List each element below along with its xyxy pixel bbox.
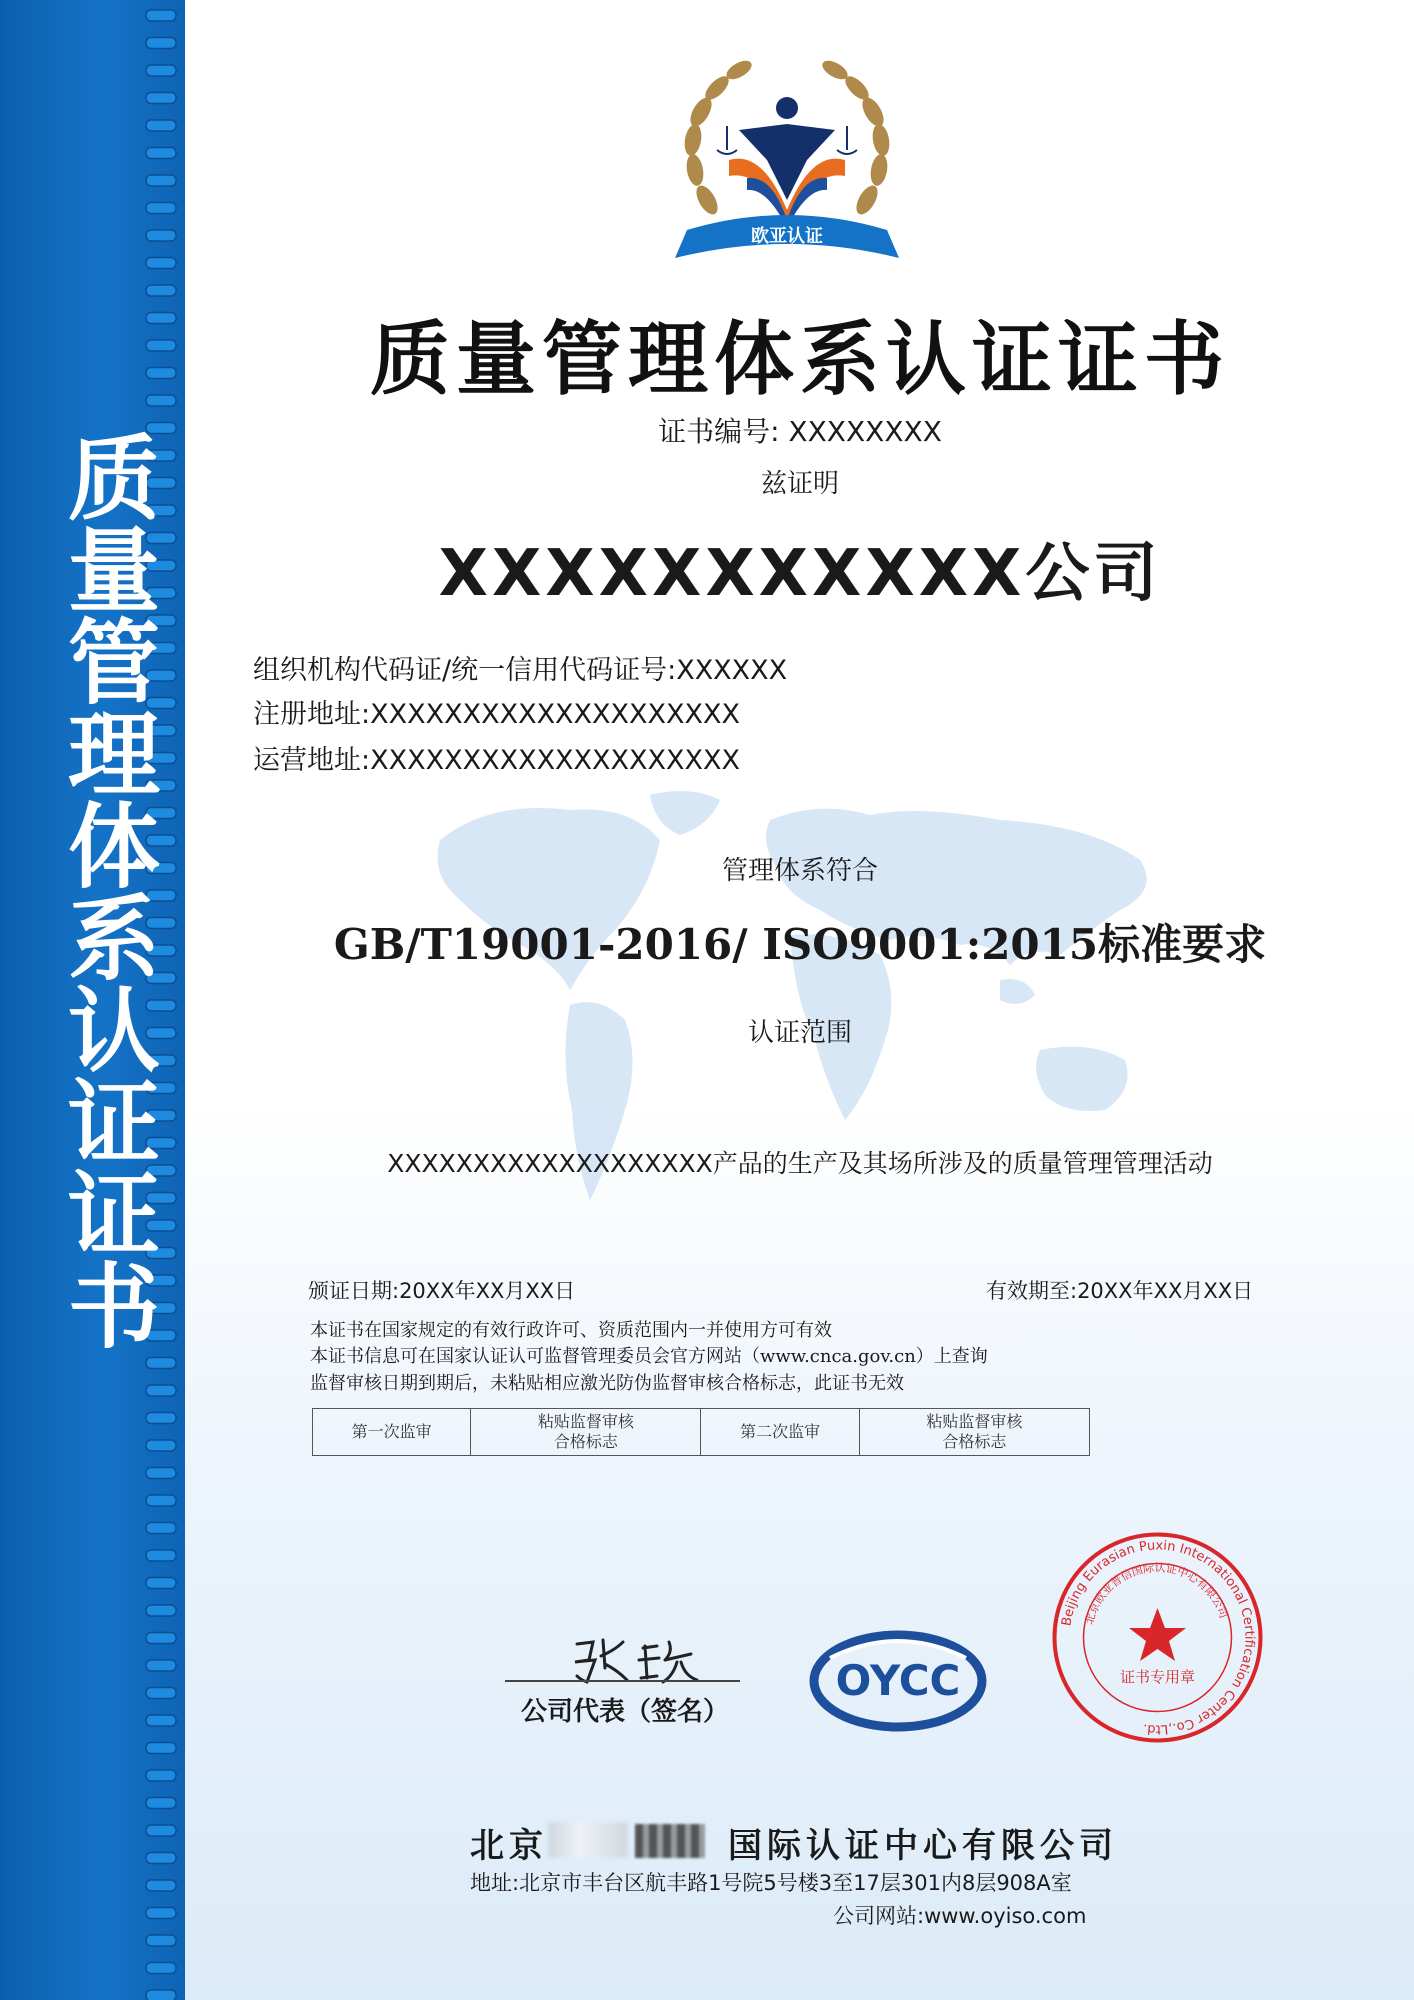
valid-until: 有效期至:20XX年XX月XX日 [986, 1279, 1254, 1303]
note-line: 本证书在国家规定的有效行政许可、资质范围内一并使用方可有效 [310, 1320, 832, 1341]
hereby-certify: 兹证明 [760, 469, 839, 499]
eurasia-certification-emblem [667, 50, 907, 285]
binding-ring [146, 1440, 176, 1451]
binding-ring [146, 230, 176, 241]
certificate-title: 质量管理体系认证证书 [370, 313, 1230, 406]
binding-ring [146, 1413, 176, 1424]
binding-ring [146, 340, 176, 351]
binding-ring [146, 10, 176, 21]
surveillance-audit-table [312, 1408, 1090, 1456]
binding-ring [146, 1578, 176, 1589]
sticker-line: 粘贴监督审核 [537, 1412, 634, 1431]
binding-ring [146, 1715, 176, 1726]
binding-ring [146, 1908, 176, 1919]
binding-ring [146, 93, 176, 104]
issuer-website: 公司网站:www.oyiso.com [833, 1904, 1087, 1928]
binding-ring [146, 148, 176, 159]
seal-inner-text: 北京欧亚普信国际认证中心有限公司 [1082, 1561, 1231, 1626]
signature-line [505, 1680, 740, 1682]
credit-code: 组织机构代码证/统一信用代码证号:XXXXXX [253, 655, 788, 686]
binding-ring [146, 1825, 176, 1836]
note-line: 本证书信息可在国家认证认可监督管理委员会官方网站（www.cnca.gov.cn）上查询 [310, 1346, 988, 1367]
binding-ring [146, 38, 176, 49]
signature-label: 公司代表（签名） [520, 1697, 729, 1727]
binding-ring [146, 1358, 176, 1369]
binding-ring [146, 1633, 176, 1644]
oycc-logo [808, 1628, 988, 1734]
redacted-block [635, 1824, 705, 1858]
official-seal [1050, 1530, 1265, 1745]
certificate-number: 证书编号: XXXXXXXX [658, 415, 942, 448]
certification-scope: XXXXXXXXXXXXXXXXXXX产品的生产及其场所涉及的质量管理管理活动 [387, 1149, 1213, 1178]
binding-ring [146, 258, 176, 269]
binding-ring [146, 1935, 176, 1946]
binding-ring [146, 1880, 176, 1891]
binding-ring [146, 203, 176, 214]
binding-ring [146, 395, 176, 406]
issuer-name-prefix: 北京 [470, 1826, 548, 1866]
binding-ring [146, 1495, 176, 1506]
redacted-block [548, 1822, 628, 1858]
binding-ring [146, 1770, 176, 1781]
star-icon [1129, 1608, 1186, 1661]
seal-center-text: 证书专用章 [1119, 1668, 1196, 1686]
operating-address: 运营地址:XXXXXXXXXXXXXXXXXXXX [253, 745, 741, 776]
second-audit-cell: 第二次监审 [701, 1409, 859, 1456]
sticker-line: 合格标志 [942, 1432, 1007, 1451]
issue-date: 颁证日期:20XX年XX月XX日 [308, 1279, 576, 1303]
binding-ring [146, 1605, 176, 1616]
first-audit-cell: 第一次监审 [313, 1409, 471, 1456]
binding-ring [146, 1963, 176, 1974]
sticker-line: 合格标志 [553, 1432, 618, 1451]
spine-title: 质量管理体系认证证书 [53, 430, 160, 1350]
scope-heading: 认证范围 [747, 1018, 852, 1048]
binding-ring [146, 1468, 176, 1479]
binding-ring [146, 1660, 176, 1671]
seal-ring-text: Beijing Eurasian Puxin International Certification Center Co.,Ltd. [1059, 1538, 1257, 1737]
conformity-intro: 管理体系符合 [721, 856, 878, 886]
binding-ring [146, 1853, 176, 1864]
binding-ring [146, 1523, 176, 1534]
binding-ring [146, 368, 176, 379]
binding-ring [146, 285, 176, 296]
binding-ring [146, 1798, 176, 1809]
issuer-name-suffix: 国际认证中心有限公司 [728, 1826, 1118, 1866]
binding-ring [146, 313, 176, 324]
issuer-address: 地址:北京市丰台区航丰路1号院5号楼3至17层301内8层908A室 [470, 1871, 1072, 1895]
emblem-banner-text: 欧亚认证 [751, 226, 823, 247]
registered-address: 注册地址:XXXXXXXXXXXXXXXXXXXX [253, 699, 741, 730]
sticker-line: 粘贴监督审核 [926, 1412, 1023, 1431]
emblem-banner-subtext: EURASIAN CERTIFICATION [748, 250, 826, 257]
standard-requirement: GB/T19001-2016/ ISO9001:2015标准要求 [333, 920, 1267, 969]
note-line: 监督审核日期到期后，未粘贴相应激光防伪监督审核合格标志，此证书无效 [310, 1373, 904, 1394]
binding-ring [146, 120, 176, 131]
binding-ring [146, 1385, 176, 1396]
binding-ring [146, 1743, 176, 1754]
binding-ring [146, 175, 176, 186]
sticker-cell [859, 1409, 1089, 1456]
binding-ring [146, 65, 176, 76]
binding-ring [146, 1990, 176, 2000]
company-name: XXXXXXXXXXX公司 [438, 537, 1162, 611]
oycc-logo-text: OYCC [835, 1656, 961, 1705]
sticker-cell [471, 1409, 701, 1456]
binding-ring [146, 1688, 176, 1699]
binding-ring [146, 1550, 176, 1561]
